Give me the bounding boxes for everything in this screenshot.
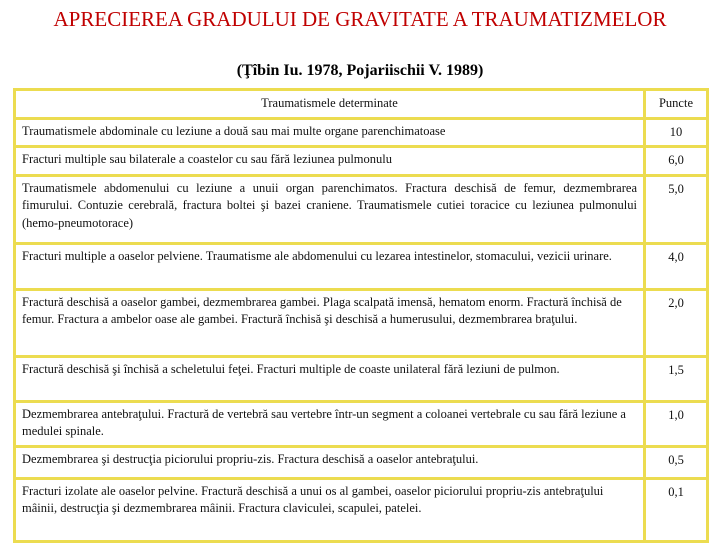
row-text: Fractură deschisă şi închisă a scheletului feţei. Fracturi multiple de coaste unilateral fără leziuni de pulmon. <box>15 356 645 401</box>
row-text: Dezmembrarea şi destrucţia piciorului propriu-zis. Fractura deschisă a oaselor antebraţului. <box>15 446 645 478</box>
row-points: 1,5 <box>645 356 708 401</box>
row-points: 4,0 <box>645 243 708 289</box>
table-row <box>15 446 708 478</box>
row-points: 0,1 <box>645 478 708 541</box>
table-row <box>15 146 708 175</box>
table-row <box>15 401 708 446</box>
row-points: 0,5 <box>645 446 708 478</box>
table-header-row <box>15 90 708 119</box>
table-row <box>15 289 708 356</box>
row-text: Dezmembrarea antebraţului. Fractură de vertebră sau vertebre într-un segment a coloanei vertebrale cu sau fără leziune a medulei spinale. <box>15 401 645 446</box>
row-points: 2,0 <box>645 289 708 356</box>
table-row <box>15 356 708 401</box>
row-text: Fractură deschisă a oaselor gambei, dezmembrarea gambei. Plaga scalpată imensă, hematom enorm. Fractură închisă de femur. Fractura a ambelor oase ale gambei. Fractură închisă şi deschisă a humerusului, dezmembrarea braţului. <box>15 289 645 356</box>
row-text: Traumatismele abdominale cu leziune a două sau mai multe organe parenchimatoase <box>15 119 645 147</box>
row-points: 10 <box>645 119 708 147</box>
table-row <box>15 175 708 243</box>
table-row <box>15 478 708 541</box>
table-row <box>15 119 708 147</box>
row-text: Fracturi izolate ale oaselor pelvine. Fractură deschisă a unui os al gambei, oaselor piciorului propriu-zis antebraţului mâinii, destrucţia şi dezmembrarea mâinii. Fractura claviculei, scapulei, patelei. <box>15 478 645 541</box>
row-text: Fracturi multiple sau bilaterale a coastelor cu sau fără leziunea pulmonulu <box>15 146 645 175</box>
row-text: Fracturi multiple a oaselor pelviene. Traumatisme ale abdomenului cu lezarea intestinelor, stomacului, vezicii urinare. <box>15 243 645 289</box>
header-injuries: Traumatismele determinate <box>15 90 645 119</box>
table-row <box>15 243 708 289</box>
row-text: Traumatismele abdomenului cu leziune a unuii organ parenchimatos. Fractura deschisă de femur, dezmembrarea fimurului. Contuzie cerebrală, fractura boltei şi bazei craniene. Traumatismele cutiei toracice cu leziunea pulmonului (hemo-pneumotorace) <box>15 175 645 243</box>
row-points: 5,0 <box>645 175 708 243</box>
page-subtitle: (Ţîbin Iu. 1978, Pojariischii V. 1989) <box>236 62 484 79</box>
trauma-severity-table <box>13 88 709 543</box>
row-points: 6,0 <box>645 146 708 175</box>
page-title: APRECIEREA GRADULUI DE GRAVITATE A TRAUMATIZMELOR <box>53 7 667 31</box>
header-points: Puncte <box>645 90 708 119</box>
row-points: 1,0 <box>645 401 708 446</box>
